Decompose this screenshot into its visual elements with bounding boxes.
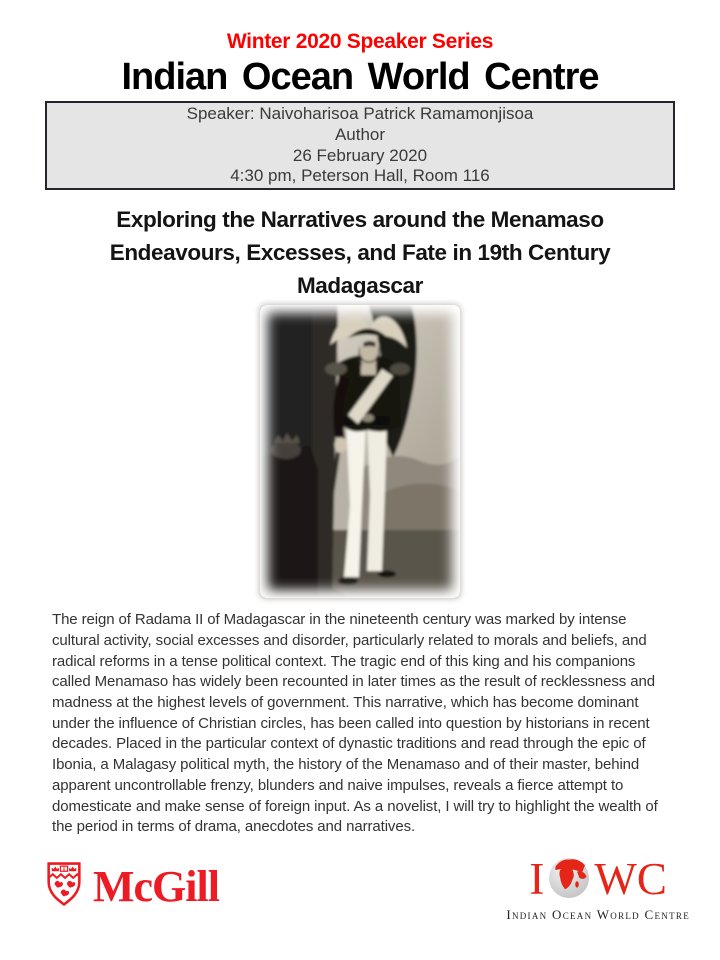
event-location-line: 4:30 pm, Peterson Hall, Room 116 (230, 166, 490, 186)
portrait-painting-radama (260, 305, 460, 598)
mcgill-logo (46, 861, 219, 912)
talk-title-line-3: Madagascar (296, 273, 424, 299)
mcgill-shield-icon (46, 861, 82, 912)
event-info-box (45, 101, 675, 190)
iowc-letter-i: I (529, 854, 545, 904)
talk-title (0, 203, 720, 302)
speaker-role-line: Author (334, 124, 386, 144)
iowc-letters (529, 853, 667, 906)
globe-icon (545, 854, 593, 907)
iowc-logo (506, 853, 690, 923)
series-title: Winter 2020 Speaker Series (226, 30, 494, 53)
iowc-subtitle: Indian Ocean World Centre (506, 907, 690, 922)
page-title: Indian Ocean World Centre (121, 56, 599, 98)
event-date-line: 26 February 2020 (292, 145, 428, 165)
abstract-text: The reign of Radama II of Madagascar in the nineteenth century was marked by intense cultural activity, social excesses and disorder, particularly related to morals and beliefs, and radical reforms in a tense political context. The tragic end of this king and his companions called Menamaso has widely been recounted in later times as the result of recklessness and madness at the highest levels of government. This narrative, which has become dominant under the influence of Christian circles, has been called into question by historians in recent decades. Placed in the particular context of dynastic traditions and read through the epic of Ibonia, a Malagasy political myth, the history of the Menamaso and of their master, behind apparent uncontrollable frenzy, blunders and naive impulses, reveals a fierce attempt to domesticate and make sense of foreign input. As a novelist, I will try to highlight the wealth of the period in terms of drama, anecdotes and narratives. (52, 611, 658, 836)
speaker-line: Speaker: Naivoharisoa Patrick Ramamonjisoa (186, 104, 534, 123)
portrait-image (260, 305, 460, 598)
talk-title-line-2: Endeavours, Excesses, and Fate in 19th Century (109, 240, 611, 266)
footer (0, 853, 720, 928)
iowc-letters-wc: WC (594, 854, 667, 904)
talk-title-line-1: Exploring the Narratives around the Menamaso (116, 207, 604, 233)
mcgill-wordmark: McGill (93, 861, 219, 911)
